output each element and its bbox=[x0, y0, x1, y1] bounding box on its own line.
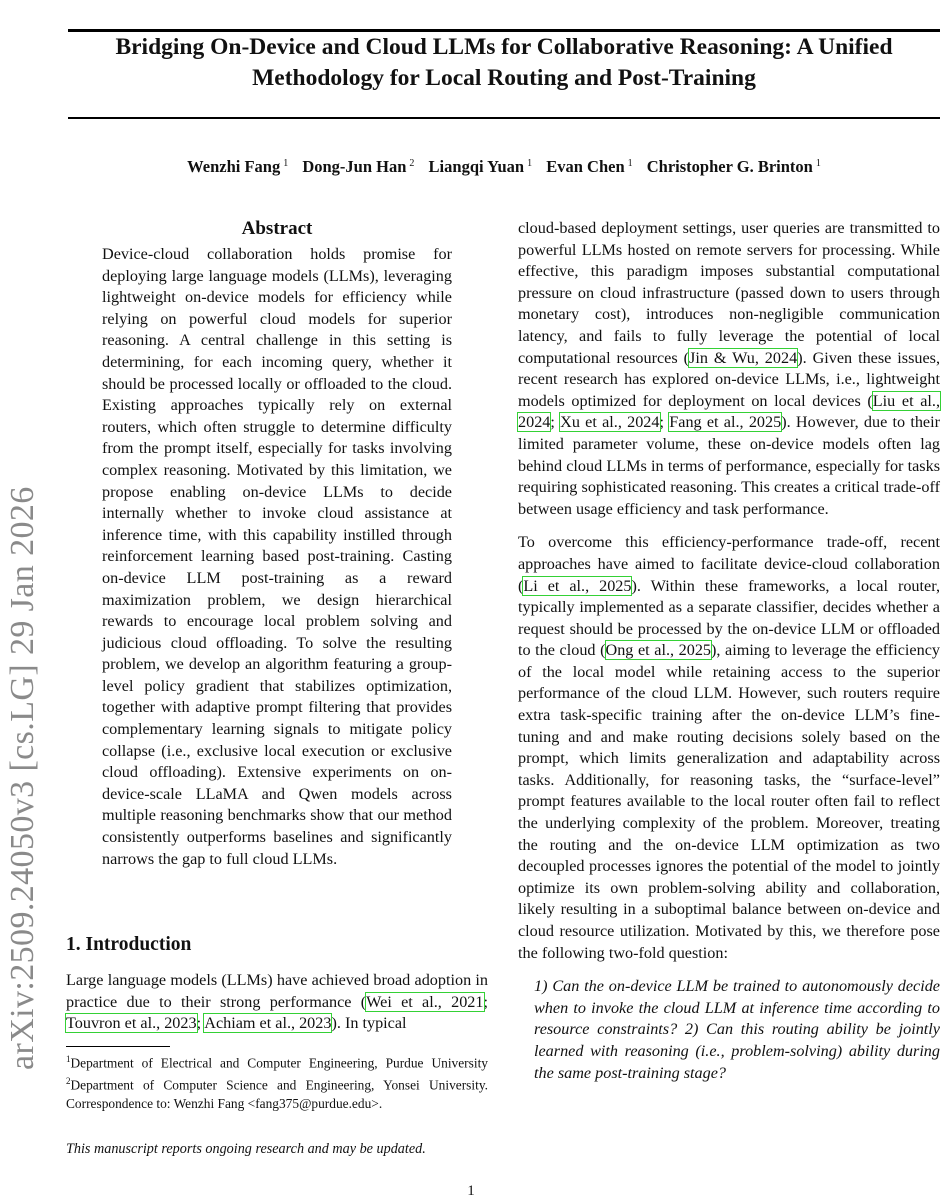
citation-link[interactable]: Achiam et al., 2023 bbox=[204, 1014, 332, 1033]
citation-link[interactable]: Liu et al., 2024 bbox=[518, 391, 940, 432]
title-line-2: Methodology for Local Routing and Post-Training bbox=[252, 65, 756, 91]
citation-link[interactable]: Li et al., 2025 bbox=[523, 576, 632, 595]
right-column bbox=[518, 218, 940, 1084]
citation-link[interactable]: Touvron et al., 2023 bbox=[66, 1014, 197, 1033]
abstract-heading: Abstract bbox=[241, 218, 313, 239]
affiliation-footnote: $^1$Department of Electrical and Computer Engineering, Purdue University $^2$Department of Computer Science and Engineering, Yonsei University. Correspondence to: Wenzhi Fang <fang375@purdue.edu>. bbox=[66, 1054, 488, 1111]
author: Christopher G. Brinton $^1$ bbox=[646, 157, 821, 176]
title-bottom-rule bbox=[68, 117, 940, 119]
paper-title bbox=[68, 32, 940, 94]
citation-link[interactable]: Wei et al., 2021 bbox=[366, 992, 484, 1011]
author-list bbox=[68, 157, 940, 177]
citation-link[interactable]: Xu et al., 2024 bbox=[560, 413, 660, 432]
arxiv-stamp: arXiv:2509.24050v3 [cs.LG] 29 Jan 2026 bbox=[4, 486, 41, 1070]
citation-link[interactable]: Jin & Wu, 2024 bbox=[689, 348, 798, 367]
citation-link[interactable]: Ong et al., 2025 bbox=[605, 641, 712, 660]
citation-link[interactable]: Fang et al., 2025 bbox=[669, 413, 782, 432]
page-number: 1 bbox=[467, 1183, 475, 1199]
author: Wenzhi Fang $^1$ bbox=[187, 157, 289, 176]
intro-paragraph-right-1: cloud-based deployment settings, user queries are transmitted to powerful LLMs hosted on remote servers for processing. While effective, this paradigm imposes substantial computational pressure on cloud infrastructure (passed down to users through monetary cost), introduces non-negligible communication latency, and fails to fully leverage the potential of local computational resources (Jin & Wu, 2024). Given these issues, recent research has explored on-device LLMs, i.e., lightweight models optimized for deployment on local devices (Liu et al., 2024; Xu et al., 2024; Fang et al., 2025). However, due to their limited parameter volume, these on-device models often lag behind cloud LLMs in terms of performance, especially for tasks requiring sophisticated reasoning. This creates a critical trade-off between usage efficiency and task performance. bbox=[518, 219, 941, 518]
author: Liangqi Yuan $^1$ bbox=[428, 157, 533, 176]
author: Dong-Jun Han $^2$ bbox=[302, 157, 415, 176]
intro-paragraph-right-2: To overcome this efficiency-performance trade-off, recent approaches have aimed to facilitate device-cloud collaboration (Li et al., 2025). Within these frameworks, a local router, typically implemented as a separate classifier, decides whether a request should be processed by the on-device LLM or offloaded to the cloud (Ong et al., 2025), aiming to leverage the efficiency of the local model while retaining access to the superior performance of the cloud LLM. However, such routers require extra task-specific training after the on-device LLM’s fine-tuning and and make routing decisions solely based on the prompt, which limits generalization and adaptability across tasks. Additionally, for reasoning tasks, the “surface-level” prompt features available to the local router often fail to reflect the underlying complexity of the problem. Moreover, treating the routing and the on-device LLM optimization as two decoupled processes ignores the potential of the model to jointly optimize its own problem-solving ability and collaboration, likely resulting in a suboptimal balance between on-device and cloud resource utilization. Motivated by this, we therefore pose the following two-fold question: bbox=[518, 533, 940, 962]
title-line-1: Bridging On-Device and Cloud LLMs for Collaborative Reasoning: A Unified bbox=[115, 34, 893, 60]
section-heading-introduction: 1. Introduction bbox=[66, 934, 192, 955]
abstract-text: Device-cloud collaboration holds promise for deploying large language models (LLMs), leveraging lightweight on-device models for efficiency while relying on powerful cloud models for superior reasoning. A central challenge in this setting is determining, for each incoming query, whether it should be processed locally or offloaded to the cloud. Existing approaches typically rely on external routers, which often struggle to determine difficulty from the prompt itself, especially for tasks involving complex reasoning. Motivated by this limitation, we propose enabling on-device LLMs to decide internally whether to invoke cloud assistance at inference time, with this capability instilled through reinforcement learning based post-training. Casting on-device LLM post-training as a reward maximization problem, we design hierarchical rewards to encourage local problem solving and judicious cloud offloading. To solve the resulting problem, we develop an algorithm featuring a group-level policy gradient that stabilizes optimization, together with adaptive prompt filtering that provides complementary learning signals to mitigate policy collapse (i.e., exclusive local execution or exclusive cloud offloading). Extensive experiments on on-device-scale LLaMA and Qwen models across multiple reasoning benchmarks show that our method consistently outperforms baselines and significantly narrows the gap to full cloud LLMs. bbox=[102, 245, 452, 868]
author: Evan Chen $^1$ bbox=[546, 157, 633, 176]
research-question-quote: 1) Can the on-device LLM be trained to autonomously decide when to invoke the cloud LLM at inference time according to resource constraints? 2) Can this routing ability be jointly learned with reasoning (i.e., problem-solving) ability during the same post-training stage? bbox=[534, 977, 940, 1082]
left-column bbox=[66, 218, 488, 1178]
manuscript-note: This manuscript reports ongoing research and may be updated. bbox=[66, 1141, 426, 1157]
footnote-rule bbox=[66, 1046, 170, 1047]
intro-paragraph-left: Large language models (LLMs) have achieved broad adoption in practice due to their strong performance (Wei et al., 2021; Touvron et al., 2023; Achiam et al., 2023). In typical bbox=[66, 971, 488, 1033]
